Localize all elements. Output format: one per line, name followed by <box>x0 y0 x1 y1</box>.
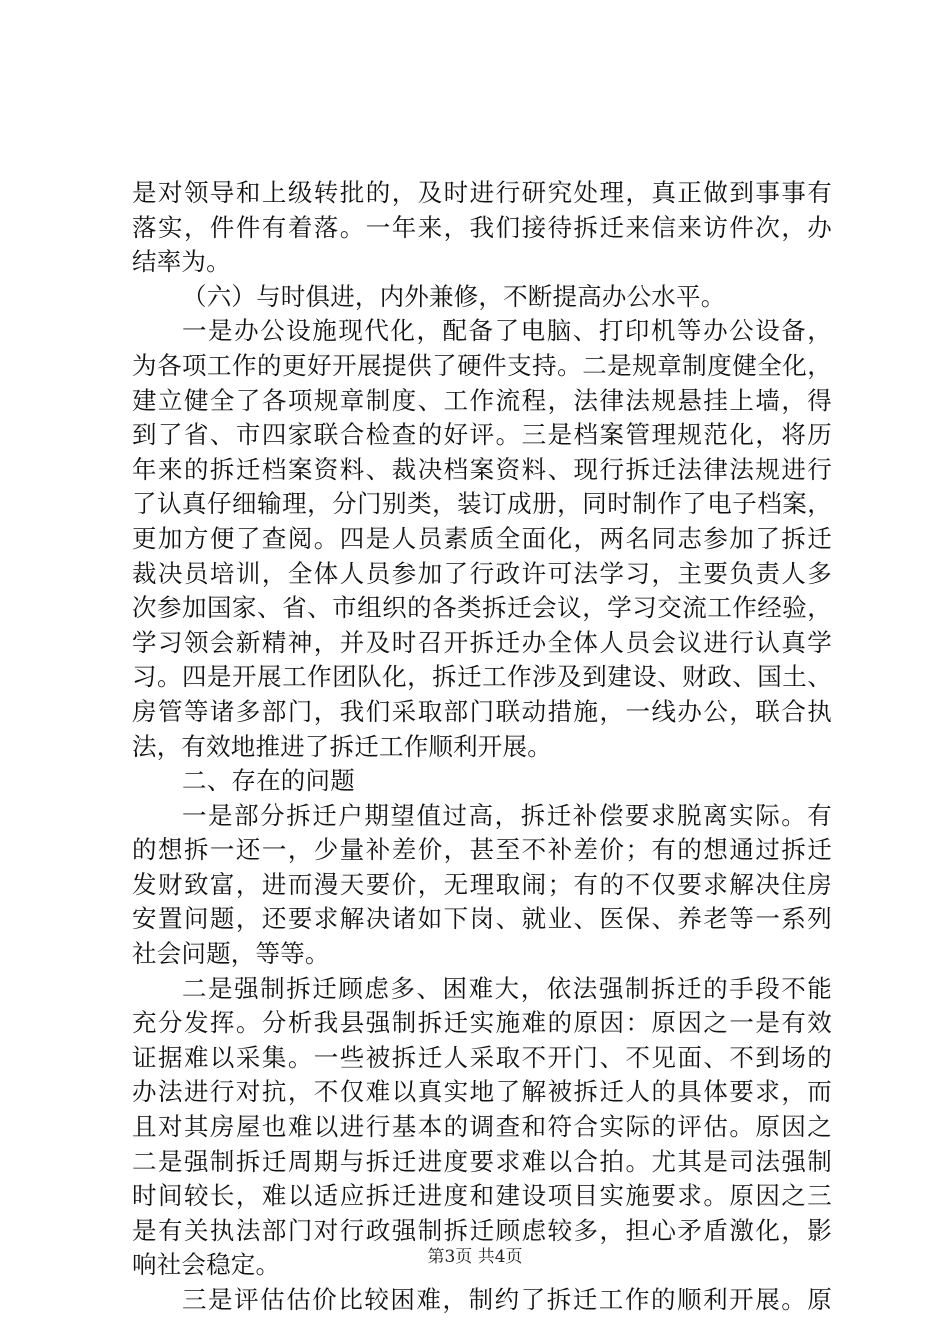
text-line: 社会问题，等等。 <box>132 939 330 969</box>
text-line: 结率为。 <box>132 247 231 277</box>
document-body <box>132 176 832 1318</box>
text-line: 一是办公设施现代化，配备了电脑、打印机等办公设备， <box>182 316 832 346</box>
text-line: 一是部分拆迁户期望值过高，拆迁补偿要求脱离实际。有 <box>182 800 832 830</box>
text-line: 建立健全了各项规章制度、工作流程，法律法规悬挂上墙，得 <box>132 385 832 415</box>
text-line: 是有关执法部门对行政强制拆迁顾虑较多，担心矛盾激化，影 <box>132 1215 832 1245</box>
text-line: 时间较长，难以适应拆迁进度和建设项目实施要求。原因之三 <box>132 1181 832 1211</box>
text-line: 安置问题，还要求解决诸如下岗、就业、医保、养老等一系列 <box>132 904 832 934</box>
text-line: 法，有效地推进了拆迁工作顺利开展。 <box>132 731 552 761</box>
text-line: 发财致富，进而漫天要价，无理取闹；有的不仅要求解决住房 <box>132 869 832 899</box>
text-line: 了认真仔细输理，分门别类，装订成册，同时制作了电子档案， <box>132 489 832 519</box>
text-line: 证据难以采集。一些被拆迁人采取不开门、不见面、不到场的 <box>132 1042 832 1072</box>
text-line: 为各项工作的更好开展提供了硬件支持。二是规章制度健全化， <box>132 350 832 380</box>
text-line: 落实，件件有着落。一年来，我们接待拆迁来信来访件次，办 <box>132 212 832 242</box>
text-line: 办法进行对抗，不仅难以真实地了解被拆迁人的具体要求，而 <box>132 1077 832 1107</box>
text-line: 学习领会新精神，并及时召开拆迁办全体人员会议进行认真学 <box>132 627 832 657</box>
text-line: 是对领导和上级转批的，及时进行研究处理，真正做到事事有 <box>132 178 832 207</box>
text-line: 裁决员培训，全体人员参加了行政许可法学习，主要负责人多 <box>132 558 832 588</box>
text-line: 次参加国家、省、市组织的各类拆迁会议，学习交流工作经验， <box>132 593 832 623</box>
text-line: 更加方便了查阅。四是人员素质全面化，两名同志参加了拆迁 <box>132 523 832 553</box>
text-line: 且对其房屋也难以进行基本的调查和符合实际的评估。原因之 <box>132 1112 832 1142</box>
text-line: 响社会稳定。 <box>132 1250 281 1280</box>
text-line: 充分发挥。分析我县强制拆迁实施难的原因：原因之一是有效 <box>132 1008 832 1038</box>
page-footer: 第3页 共4页 <box>427 1247 523 1267</box>
text-line: 年来的拆迁档案资料、裁决档案资料、现行拆迁法律法规进行 <box>132 454 832 484</box>
text-line: 二是强制拆迁顾虑多、困难大，依法强制拆迁的手段不能 <box>182 973 832 1003</box>
text-line: 到了省、市四家联合检查的好评。三是档案管理规范化，将历 <box>132 420 832 450</box>
text-line: （六）与时俱进，内外兼修，不断提高办公水平。 <box>182 281 726 311</box>
text-line: 二是强制拆迁周期与拆迁进度要求难以合拍。尤其是司法强制 <box>132 1146 832 1176</box>
text-line: 二、存在的问题 <box>182 766 355 796</box>
text-line: 房管等诸多部门，我们采取部门联动措施，一线办公，联合执 <box>132 696 832 726</box>
text-line: 的想拆一还一，少量补差价，甚至不补差价；有的想通过拆迁 <box>132 835 832 865</box>
text-line: 三是评估估价比较困难，制约了拆迁工作的顺利开展。原 <box>182 1285 832 1314</box>
text-line: 习。四是开展工作团队化，拆迁工作涉及到建设、财政、国土、 <box>132 662 832 692</box>
